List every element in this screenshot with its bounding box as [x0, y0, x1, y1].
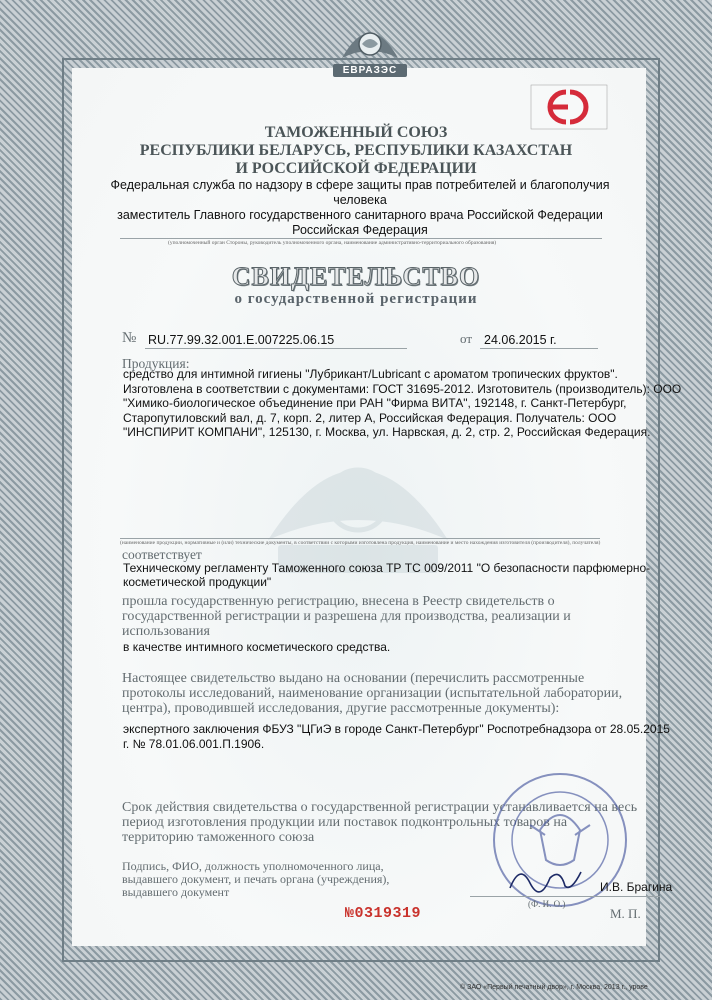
- usage-scope: в качестве интимного косметического средства.: [123, 640, 391, 654]
- issuing-authority: Федеральная служба по надзору в сфере защиты прав потребителей и благополучия человека заместитель Главного государственного санитарного врача Российской Федерации Российская Федерация: [110, 178, 610, 237]
- divider: [120, 538, 600, 539]
- divider: [145, 348, 407, 349]
- customs-union-heading: ТАМОЖЕННЫЙ СОЮЗ РЕСПУБЛИКИ БЕЛАРУСЬ, РЕСПУБЛИКИ КАЗАХСТАН И РОССИЙСКОЙ ФЕДЕРАЦИИ: [139, 124, 573, 177]
- document-subtitle: о государственной регистрации: [234, 291, 478, 307]
- registration-date: 24.06.2015 г.: [484, 333, 557, 347]
- product-caption: (наименование продукции, нормативные и (или) технические документы, в соответствии с которыми изготовлена продукция, наименование и место нахождения изготовителя (производителя), получателя): [120, 540, 601, 546]
- printer-footer: © ЗАО «Первый печатный двор», г. Москва, 2013 г., урове: [460, 984, 648, 991]
- stamp-place-label: М. П.: [610, 906, 641, 921]
- emblem-label: ЕВРАЗЭС: [333, 64, 407, 77]
- divider: [470, 896, 660, 897]
- handwritten-signature-icon: [505, 858, 585, 898]
- conformity-regulation: Техническому регламенту Таможенного союза ТР ТС 009/2011 "О безопасности парфюмерно- косметической продукции": [123, 561, 651, 589]
- signatory-name: И.В. Брагина: [600, 880, 673, 894]
- product-label: Продукция:: [122, 356, 190, 371]
- date-prefix: от: [460, 331, 473, 346]
- basis-statement: Настоящее свидетельство выдано на основании (перечислить рассмотренные протоколы исследований, наименование организации (испытательной лаборатории, центра), проводившей исследования, другие рассмотренные документы):: [122, 671, 623, 716]
- number-sign: №: [122, 330, 137, 346]
- registration-statement: прошла государственную регистрацию, внесена в Реестр свидетельств о государственной регистрации и разрешена для производства, реализации и использования: [122, 594, 571, 639]
- validity-statement: Срок действия свидетельства о государственной регистрации устанавливается на весь период изготовления продукции или поставок подконтрольных товаров на территорию таможенного союза: [122, 800, 638, 845]
- conformity-label: соответствует: [122, 547, 202, 562]
- signature-label: Подпись, ФИО, должность уполномоченного лица, выдавшего документ, и печать органа (учреждения), выдавшего документ: [122, 859, 390, 899]
- form-serial-number: №0319319: [345, 905, 422, 922]
- registration-number: RU.77.99.32.001.E.007225.06.15: [148, 333, 335, 347]
- divider: [120, 238, 602, 239]
- document-title: СВИДЕТЕЛЬСТВО: [231, 262, 481, 291]
- basis-documents: экспертного заключения ФБУЗ "ЦГиЭ в городе Санкт-Петербург" Роспотребнадзора от 28.05.2015 г. № 78.01.06.001.П.1906.: [123, 722, 670, 751]
- signatory-caption: (Ф. И. О.): [528, 899, 566, 909]
- divider: [480, 348, 598, 349]
- product-description: средство для интимной гигиены "Лубрикант/Lubricant с ароматом тропических фруктов". Изготовлена в соответствии с документами: ГОСТ 31695-2012. Изготовитель (производитель): ООО "Химико-биологическое объединение при РАН "Фирма ВИТА", 192148, г. Санкт-Петербург, Старопутиловский вал, д. 7, корп. 2, литер А, Российская Федерация. Получатель: ООО "ИНСПИРИТ КОМПАНИ", 125130, г. Москва, ул. Нарвская, д. 2, стр. 2, Российская Федерация.: [123, 367, 682, 439]
- eurasec-watermark-icon: [248, 430, 468, 580]
- authority-caption: (уполномоченный орган Стороны, руководитель уполномоченного органа, наименование административно-территориального образования): [168, 240, 497, 246]
